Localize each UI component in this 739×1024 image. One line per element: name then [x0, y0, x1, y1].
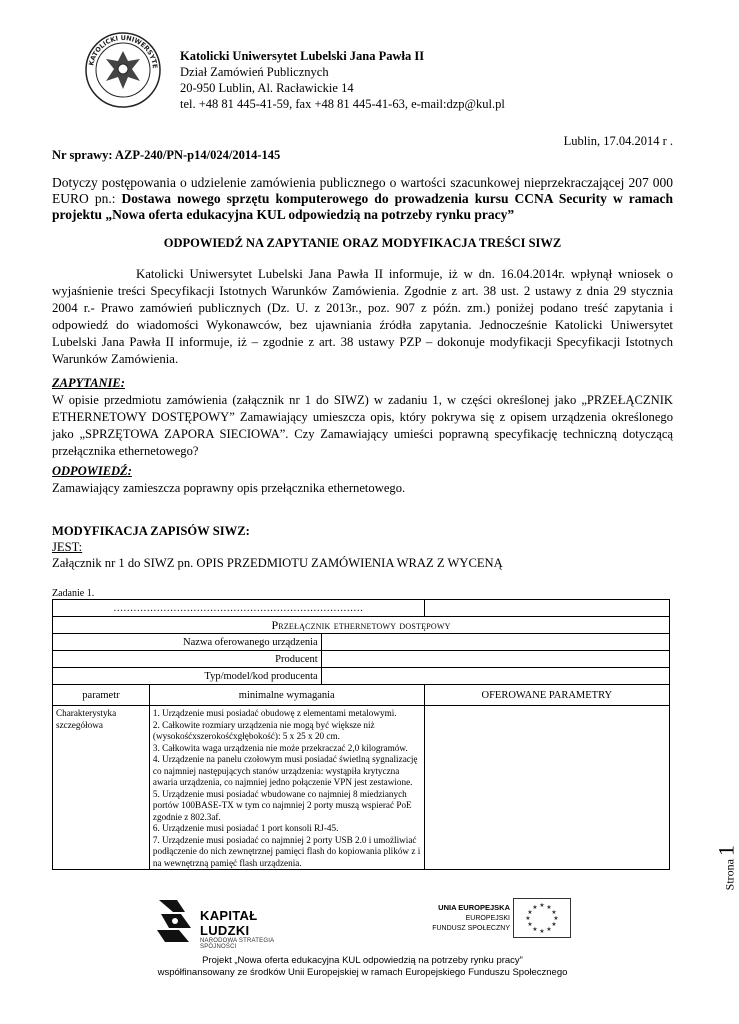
question-label: ZAPYTANIE:: [52, 376, 125, 390]
svg-text:★: ★: [546, 926, 552, 933]
subject: [52, 175, 673, 223]
svg-text:★: ★: [525, 915, 531, 922]
kl-subtitle: NARODOWA STRATEGIA SPÓJNOŚCI: [200, 938, 274, 950]
table-row: [53, 668, 670, 685]
value-cell: [321, 668, 669, 685]
svg-text:★: ★: [532, 926, 538, 933]
table-row: [53, 600, 670, 617]
eu-line1: UNIA EUROPEJSKA: [438, 903, 510, 912]
row-label-model: Typ/model/kod producenta: [53, 668, 322, 685]
table-header-row: [53, 685, 670, 706]
header-param: parametr: [53, 685, 150, 706]
value-cell: [321, 651, 669, 668]
modification-jest: JEST:: [52, 540, 83, 554]
table-row: [53, 617, 670, 634]
intro-paragraph: Katolicki Uniwersytet Lubelski Jana Pawła II informuje, iż w dn. 16.04.2014r. wpłynął wniosek o wyjaśnienie treści Specyfikacji Istotnych Warunków Zamówienia. Zgodnie z art. 38 ust. 2 ustawy z dnia 29 stycznia 2004 r.- Prawo zamówień publicznych (Dz. U. z 2013r., poz. 907 z późn. zm.) poniżej podano treść zapytania i odpowiedź do wiadomości Wykonawców, bez ujawniania źródła zapytania. Jednocześnie Katolicki Uniwersytet Lubelski Jana Pawła II informuje, iż – zgodnie z art. 38 ustawy PZP – dokonuje modyfikacji Specyfikacji Istotnych Warunków Zamówienia.: [52, 267, 673, 366]
requirement-item: 5. Urządzenie musi posiadać wbudowane co najmniej 8 miedzianych portów 100BASE-TX w tym co najmniej 2 porty muszą wspierać PoE zgodnie z 802.3af.: [152, 788, 412, 822]
specification-table: [52, 599, 670, 870]
contact: tel. +48 81 445-41-59, fax +48 81 445-41-63, e-mail:dzp@kul.pl: [180, 97, 505, 111]
header-requirements: minimalne wymagania: [149, 685, 424, 706]
department: Dział Zamówień Publicznych: [180, 65, 329, 79]
requirement-item: 6. Urządzenie musi posiadać 1 port konsoli RJ-45.: [152, 823, 339, 833]
requirement-item: 1. Urządzenie musi posiadać obudowę z elementami metalowymi.: [152, 708, 397, 718]
dots-cell: …………………………………………………………………: [53, 600, 425, 617]
task-label: Zadanie 1.: [52, 588, 95, 599]
svg-text:★: ★: [546, 904, 552, 911]
page-label: Strona: [722, 859, 736, 891]
requirement-item: 3. Całkowita waga urządzenia nie może przekraczać 2,0 kilogramów.: [152, 742, 408, 753]
modification-block: [52, 523, 673, 571]
requirement-item: 7. Urządzenie musi posiadać co najmniej 2 porty USB 2.0 i umożliwiać podłączenie do nich zewnętrznej pamięci flash do kopiowania plików z i na wewnętrzną pamięć flash urządzenia.: [152, 834, 421, 868]
svg-text:★: ★: [551, 921, 557, 928]
row-label-name: Nazwa oferowanego urządzenia: [53, 634, 322, 651]
university-name: Katolicki Uniwersytet Lubelski Jana Pawła II: [180, 49, 425, 63]
question-block: [52, 375, 673, 460]
modification-title: MODYFIKACJA ZAPISÓW SIWZ:: [52, 524, 250, 538]
case-number: Nr sprawy: AZP-240/PN-p14/024/2014-145: [52, 148, 281, 162]
subject-intro: Dotyczy postępowania o udzielenie zamówienia publicznego o wartości szacunkowej nieprzekraczającej 207 000 EURO pn.:: [52, 175, 673, 206]
empty-cell: [424, 600, 669, 617]
answer-text: Zamawiający zamieszcza poprawny opis przełącznika ethernetowego.: [52, 481, 406, 495]
requirements-cell: [149, 706, 424, 870]
requirement-item: 2. Całkowite rozmiary urządzenia nie mogą być większe niż (wysokośćxszerokośćxgłębokość): 5 x 25 x 20 cm.: [152, 719, 375, 741]
answer-label: ODPOWIEDŹ:: [52, 464, 132, 478]
table-row: [53, 706, 670, 870]
svg-text:★: ★: [551, 909, 557, 916]
svg-text:★: ★: [539, 902, 545, 909]
document-date: Lublin, 17.04.2014 r .: [563, 134, 673, 148]
university-seal: [84, 31, 162, 109]
requirement-item: 4. Urządzenie na panelu czołowym musi posiadać świetlną sygnalizację co najmniej następujących stanów urządzenia: wystąpiła krytyczna awaria urządzenia, co najmniej jedno połączenie VPN jest zestawione.: [152, 754, 418, 787]
letterhead: [180, 48, 505, 112]
device-title: Przełącznik ethernetowy dostępowy: [53, 617, 670, 634]
answer-block: [52, 463, 673, 497]
svg-text:★: ★: [539, 928, 545, 935]
footer-line1: Projekt „Nowa oferta edukacyjna KUL odpowiedzią na potrzeby rynku pracy”: [202, 955, 523, 966]
table-row: [53, 651, 670, 668]
footer: [52, 955, 673, 979]
footer-line2: współfinansowany ze środków Unii Europejskiej w ramach Europejskiego Funduszu Społecznego: [157, 967, 568, 978]
svg-text:★: ★: [527, 921, 533, 928]
page-number-value: 1: [713, 845, 738, 856]
eu-line3: FUNDUSZ SPOŁECZNY: [432, 925, 510, 932]
subject-bold: Dostawa nowego sprzętu komputerowego do prowadzenia kursu CCNA Security w ramach projektu „Nowa oferta edukacyjna KUL odpowiedzią na potrzeby rynku pracy”: [52, 191, 674, 222]
table-row: [53, 634, 670, 651]
address: 20-950 Lublin, Al. Racławickie 14: [180, 81, 354, 95]
section-title: ODPOWIEDŹ NA ZAPYTANIE ORAZ MODYFIKACJA TREŚCI SIWZ: [163, 236, 562, 250]
row-label-producer: Producent: [53, 651, 322, 668]
header-offered: OFEROWANE PARAMETRY: [424, 685, 669, 706]
eu-flag-icon: [513, 898, 571, 938]
eu-line2: EUROPEJSKI: [465, 915, 510, 922]
offered-cell: [424, 706, 669, 870]
question-text: W opisie przedmiotu zamówienia (załącznik nr 1 do SIWZ) w zadaniu 1, w części określonej jako „PRZEŁĄCZNIK ETHERNETOWY DOSTĘPOWY” Zamawiający umieszcza opis, który pokrywa się z opisem urządzenia określonego jako „SPRZĘTOWA ZAPORA SIECIOWA”. Czy Zamawiający umieści poprawną specyfikację techniczną dotyczącą przełącznika ethernetowego?: [52, 393, 673, 458]
kl-name: KAPITAŁ LUDZKI: [200, 908, 258, 938]
svg-text:★: ★: [527, 909, 533, 916]
page-number: [713, 845, 739, 890]
kapital-ludzki-emblem: [155, 898, 195, 944]
seal-text: KATOLICKI UNIWERSYTE: [87, 33, 160, 69]
svg-text:★: ★: [532, 904, 538, 911]
modification-attachment: Załącznik nr 1 do SIWZ pn. OPIS PRZEDMIOTU ZAMÓWIENIA WRAZ Z WYCENĄ: [52, 556, 503, 570]
value-cell: [321, 634, 669, 651]
svg-text:★: ★: [553, 915, 559, 922]
kapital-ludzki-logo: [155, 898, 285, 950]
param-cell: Charakterystyka szczegółowa: [53, 706, 150, 870]
